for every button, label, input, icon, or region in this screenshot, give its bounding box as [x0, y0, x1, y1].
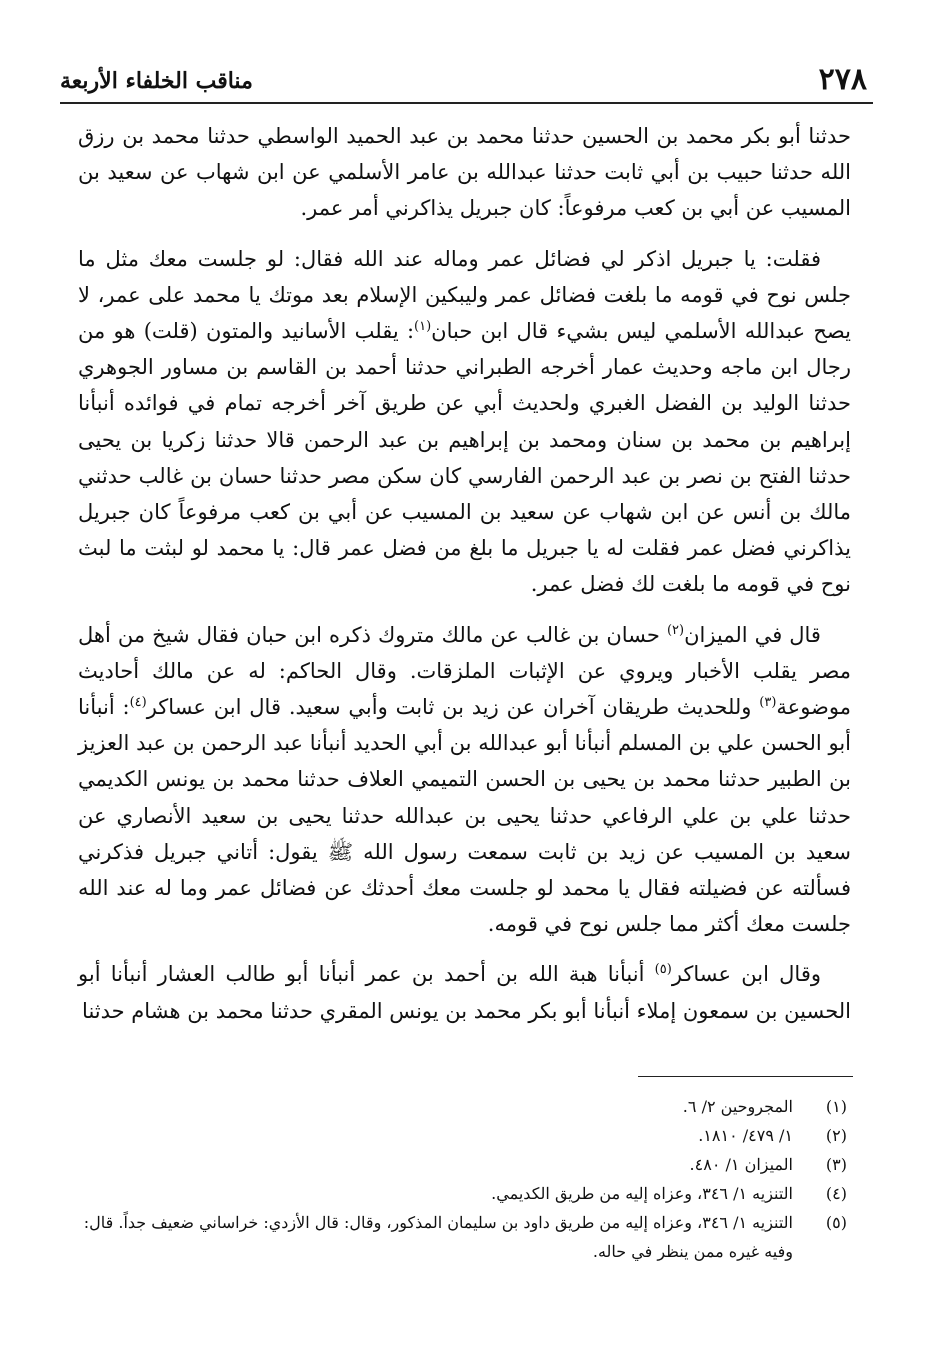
- footnote-marker[interactable]: (١): [414, 319, 432, 335]
- paragraph-text: : يقلب الأسانيد والمتون (قلت) هو من رجال ابن ماجه وحديث عمار أخرجه الطبراني حدثنا أحمد بن القاسم بن مساور الجوهري حدثنا الوليد بن الفضل الغبري ولحديث أبي عن طريق آخر أخرجه تمام في فوائده أنبأنا إبراهيم بن محمد بن سنان ومحمد بن إبراهيم بن عبد الرحمن قالا حدثنا زكريا بن يحيى حدثنا الفتح بن نصر بن عبد الرحمن الفارسي كان سكن مصر حدثنا حسان بن غالب حدثني مالك بن أنس عن ابن شهاب عن سعيد بن المسيب عن أبي بن كعب مرفوعاً كان جبريل يذاكرني فضل عمر فقلت له يا جبريل ما بلغ من فضل عمر قال: يا محمد لو لبثت ما لبث نوح في قومه ما بلغت لك فضل عمر.: [78, 319, 851, 597]
- footnote-text: الميزان ١/ ٤٨٠.: [689, 1155, 793, 1174]
- paragraph: [78, 118, 851, 227]
- footnote-text: المجروحين ٢/ ٦.: [682, 1097, 793, 1116]
- page-header: [60, 58, 873, 104]
- footnote: [78, 1092, 851, 1121]
- footnote-marker[interactable]: (٤): [129, 695, 147, 711]
- footnote: [78, 1121, 851, 1150]
- paragraph-text: فقلت: يا جبريل اذكر لي فضائل عمر وماله عند الله فقال: لو جلست معك مثل ما جلس نوح في قومه ما بلغت فضائل عمر وليبكين الإسلام بعد موتك يا محمد على عمر، لا يصح عبدالله الأسلمي ليس بشيء قال ابن حبان: [78, 246, 851, 344]
- page-number: ٢٧٨: [818, 62, 867, 97]
- footnote-marker[interactable]: (٢): [666, 622, 685, 638]
- footnote: [78, 1208, 851, 1266]
- footnote-text: التنزيه ١/ ٣٤٦، وعزاه إليه من طريق الكديمي.: [491, 1184, 793, 1203]
- footnotes: [78, 1092, 851, 1266]
- footnote-number: (١): [825, 1097, 847, 1116]
- paragraph-text: حسان بن غالب عن مالك متروك ذكره ابن حبان فقال شيخ من أهل مصر يقلب الأخبار ويروي عن الإثبات الملزقات. وقال الحاكم: له عن مالك أحاديث موضوعة: [78, 622, 851, 720]
- footnote-number: (٥): [825, 1213, 847, 1232]
- footnote-text: ١/ ٤٧٩/ ١٨١٠.: [698, 1126, 793, 1145]
- footnote-number: (٤): [825, 1184, 847, 1203]
- paragraph-text: وللحديث طريقان آخران عن زيد بن ثابت وأبي سعيد. قال ابن عساكر: [146, 695, 760, 720]
- body-text: [78, 118, 851, 1043]
- paragraph-text: أنبأنا هبة الله بن أحمد بن عمر أنبأنا أبو طالب العشار أنبأنا أبو الحسين بن سمعون إملاء أنبأنا أبو بكر محمد بن يونس المقري حدثنا محمد بن هشام حدثنا: [78, 962, 851, 1023]
- footnote-number: (٣): [825, 1155, 847, 1174]
- footnote-text: التنزيه ١/ ٣٤٦، وعزاه إليه من طريق داود بن سليمان المذكور، وقال: قال الأزدي: خراساني ضعيف جداً. قال: وفيه غيره ممن ينظر في حاله.: [83, 1213, 793, 1261]
- footnote-number: (٢): [825, 1126, 847, 1145]
- footnote: [78, 1150, 851, 1179]
- paragraph: [78, 617, 851, 943]
- running-title: مناقب الخلفاء الأربعة: [60, 68, 253, 94]
- paragraph-text: قال في الميزان: [684, 622, 821, 647]
- paragraph-text: : أنبأنا أبو الحسن علي بن المسلم أنبأنا أبو عبدالله بن أبي الحديد أنبأنا عبد الرحمن بن عبد العزيز بن الطبير حدثنا محمد بن يحيى بن الحسن التميمي العلاف حدثنا محمد بن يونس الكديمي حدثنا علي بن علي الرفاعي حدثنا يحيى بن عبدالله حدثنا يحيى بن سعيد الأنصاري عن سعيد بن المسيب عن زيد بن ثابت سمعت رسول الله ﷺ يقول: أتاني جبريل فذكرني فسألته عن فضيلته فقال يا محمد لو جلست معك أحدثك عن فضائل عمر وما له عند الله جلست معك أكثر مما جلس نوح في قومه.: [78, 695, 851, 937]
- footnote: [78, 1179, 851, 1208]
- paragraph-text: وقال ابن عساكر: [671, 962, 821, 987]
- paragraph: [78, 956, 851, 1028]
- footnote-marker[interactable]: (٥): [654, 962, 672, 978]
- footnote-separator: [638, 1076, 853, 1077]
- paragraph: [78, 241, 851, 603]
- paragraph-text: حدثنا أبو بكر محمد بن الحسين حدثنا محمد بن عبد الحميد الواسطي حدثنا محمد بن رزق الله حدثنا حبيب بن أبي ثابت حدثنا عبدالله بن عامر الأسلمي عن ابن شهاب عن سعيد بن المسيب عن أبي بن كعب مرفوعاً: كان جبريل يذاكرني أمر عمر.: [78, 124, 851, 221]
- footnote-marker[interactable]: (٣): [759, 695, 777, 711]
